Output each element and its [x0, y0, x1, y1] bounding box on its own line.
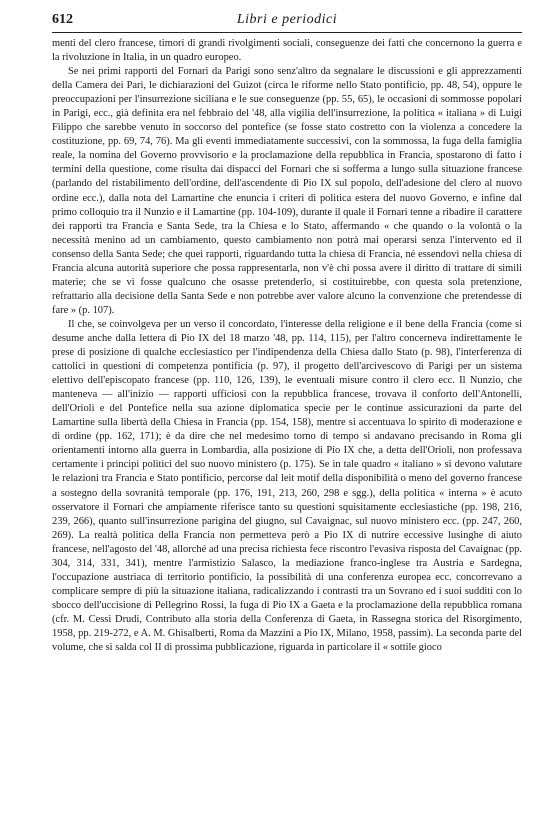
- body-text: [52, 37, 522, 655]
- paragraph-2: Se nei primi rapporti del Fornari da Parigi sono senz'altro da segnalare le discussioni e gli apprezzamenti della Camera dei Pari, le dichiarazioni del Guizot (circa le riforme nello Stato pontificio, pp. 48, 54), oppure le preoccupazioni per l'insurrezione siciliana e le sue conseguenze (pp. 55, 65), le occasioni di sommosse popolari in Parigi, ecc., già definita era nel febbraio del '48, alla vigilia dell'insurrezione, la politica « italiana » di Luigi Filippo che sarebbe venuto in soccorso del pontefice (se fosse stato costretto con la violenza a concedere la costituzione, pp. 69, 74, 76). Ma gli eventi immediatamente successivi, con la sommossa, la fuga della famiglia reale, la nomina del Governo provvisorio e la proclamazione della repubblica in Francia, spostarono di fatto i termini della questione, come risulta dai dispacci del Fornari che si sofferma a lungo sulla situazione francese (parlando del ristabilimento dell'ordine, dell'ascendente di Pio IX sul popolo, dell'adesione del clero al nuovo ordine ecc.), dalla nota del Lamartine che enuncia i criteri di politica estera del nuovo Governo, e infine dal primo colloquio tra il Nunzio e il Lamartine (pp. 104-109), durante il quale il Fornari tenne a ribadire il carattere dei rapporti tra Francia e Santa Sede, tra la Chiesa e lo Stato, affermando « che quando o la volontà o la necessità menino ad un cambiamento, questo cambiamento non potrà mai operarsi senza l'intervento ed il consenso della Santa Sede; che quei rapporti, riguardando tutta la chiesa di Francia, né essendovi nella chiesa di Francia alcuna autorità superiore che possa rappresentarla, non v'è chi possa avere il diritto di trattare di simili materie; che se vi fosse qualcuno che osasse pretenderlo, si costituirebbe, con questa sola pretenzione, refrattario alla decisione della Santa Sede e non potrebbe aver valore alcuno la convenzione che pretendesse di fare » (p. 107).: [52, 66, 522, 316]
- page-number: 612: [52, 12, 73, 27]
- paragraph-1: menti del clero francese, timori di grandi rivolgimenti sociali, conseguenze dei fatti che concernono la guerra e la rivoluzione in Italia, in un quadro europeo.: [52, 38, 522, 64]
- running-title: Libri e periodici: [236, 12, 338, 27]
- paragraph-3: Il che, se coinvolgeva per un verso il concordato, l'interesse della religione e il bene della Francia (come si desume anche dalla lettera di Pio IX del 18 marzo '48, pp. 114, 115), per l'altro concerneva indirettamente le prese di posizione di qualche ecclesiastico per l'indipendenza della Chiesa dallo Stato (p. 98), l'interferenza di cattolici in questioni di competenza pontificia (p. 97), il progetto dell'arcivescovo di Parigi per un sistema elettivo dell'episcopato francese (pp. 110, 126, 139), le eventuali misure contro il clero ecc. Il Nunzio, che manteneva — all'inizio — rapporti ufficiosi con la repubblica francese, trovava il conforto dell'Antonelli, dell'Orioli e del Pontefice nella sua azione diplomatica specie per le continue assicurazioni da parte del Lamartine sulla libertà della Chiesa in Francia (pp. 154, 158), mentre si accentuava lo spirito di moderazione e di ordine (pp. 162, 171); è da dire che nel medesimo torno di tempo si andavano precisando in Roma gli orientamenti intorno alla guerra in Lombardia, alla posizione di Pio IX che, a detta dell'Orioli, non professava certamente i principi politici del suo nuovo ministero (p. 175). Se in tale quadro « italiano » si devono valutare le relazioni tra Francia e Stato pontificio, percorse dal leit motif della disponibilità o meno del governo francese a sostegno della sovranità temporale (pp. 176, 191, 213, 260, 298 e sgg.), della politica « interna » è acuto osservatore il Fornari che ampiamente riferisce tanto su questioni squisitamente ecclesiastiche (pp. 198, 216, 239, 266), quanto sull'insurrezione parigina del giugno, sul Cavaignac, sul nuovo ministero ecc. (pp. 247, 260, 269). La realtà politica della Francia non permetteva però a Pio IX di nutrire eccessive lusinghe di aiuto francese, nell'agosto del '48, allorché ad una precisa richiesta fece riscontro l'evasiva risposta del Cavaignac (pp. 304, 314, 331, 341), mentre l'armistizio Salasco, la mediazione franco-inglese tra Austria e Sardegna, l'occupazione austriaca di territorio pontificio, la possibilità di una conferenza europea ecc. concorrevano a complicare sempre di più la situazione italiana, radicalizzando i contrasti tra un Sovrano ed i suoi sudditi con lo sbocco dell'uccisione di Pellegrino Rossi, la fuga di Pio IX a Gaeta e la proclamazione della repubblica romana (cfr. M. Cessi Drudi, Contributo alla storia della Conferenza di Gaeta, in Rassegna storica del Risorgimento, 1958, pp. 219-272, e A. M. Ghisalberti, Roma da Mazzini a Pio IX, Milano, 1958, passim). La seconda parte del volume, che si salda col II di prossima pubblicazione, riguarda in particolare il « sottile gioco: [52, 318, 522, 654]
- page-header: [52, 10, 522, 33]
